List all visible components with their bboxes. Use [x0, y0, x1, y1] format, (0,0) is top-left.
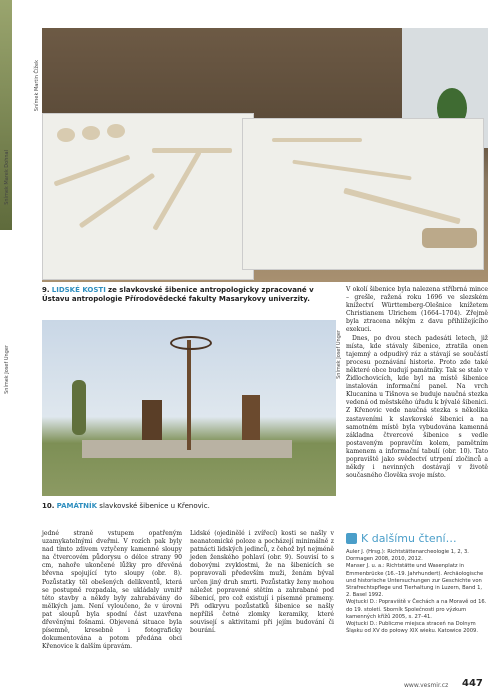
- bone: [152, 148, 232, 153]
- caption-photo-9: [42, 286, 322, 304]
- photo2-credit: Snímek Josef Unger: [336, 330, 342, 379]
- book-icon: [346, 533, 357, 544]
- paragraph: Dnes, po dvou stech padesáti letech, již místa, kde stávaly šibenice, ztratila onen tajemný a odpudivý ráz a stávají se součástí procesu poznávání historie. Proto zde také některé obce budují památníky. Tak se stalo v Židlochovicích, kde byl na místě šibenice instalován informační panel. Na vrch Klucanina u Tišnova se buduje naučná stezka vedená od městského úřadu k bývalé šibenici. Z Křenovic vede naučná stezka s několika zastaveními k slavkovské šibenici a na samotném místě byla vybudována kamenná základna čtvercové šibenice s vedle postaveným popravčím kolem, pamětním kamenem a informační tabulí (obr. 10). Tato popraviště jako svědectví utrpení zločinců a někdy i nevinných dostávají v životě současného člověka svoje místo.: [346, 334, 489, 480]
- caption-text: ze slavkovské šibenice antropologicky zpracované v Ústavu antropologie Přírodovědecké fakulty Masarykovy univerzity.: [42, 286, 314, 303]
- photo-human-bones: [42, 28, 488, 282]
- caption-highlight: LIDSKÉ KOSTI: [51, 286, 106, 294]
- breaking-wheel: [170, 336, 212, 350]
- page-number: 447: [462, 678, 483, 689]
- caption-highlight: PAMÁTNÍK: [56, 502, 98, 510]
- reference-item: Manser J. u. a.: Richtstätte und Wasenplatz in Emmenbrücke (16.–19. Jahrhundert). Archäologische und historische Untersuchungen zur Geschichte von Strafrechtspflege und Tierhaltung in Luzern, Band 1, 2. Basel 1992.: [346, 563, 484, 599]
- right-column-text: [346, 286, 488, 480]
- skull: [82, 126, 100, 140]
- paragraph: Lidské (ojedinělé i zvířecí) kosti se našly v neanatomické poloze a pocházejí minimálně z patnácti lidských jedinců, z čehož byl nejméně jeden ženského pohlaví (obr. 9). Souvisí to s dobovými zvyklostmi, že na šibenicích se popravovali především muži, ženám býval určen jiný druh smrti. Pozůstatky ženy mohou náležet popravené stětím a zahrabané pod šibenicí, pro což existují i písemné prameny. Při odkryvu pozůstatků šibenice se našly nepříliš četné zlomky keramiky, které souvisejí s aktivitami při jejím budování či bourání.: [190, 530, 334, 635]
- strip-credit-2: Snímek Josef Unger: [4, 345, 10, 394]
- paragraph: V okolí šibenice byla nalezena stříbrná mince – grešle, ražená roku 1696 ve slezském knížectví Württemberg-Olešnice knížetem Christianem Ulrichem (1664–1704). Zřejmě byla ztracena někým z davu přihlížejícího exekuci.: [346, 286, 488, 334]
- skull: [107, 124, 125, 138]
- caption-number: 9.: [42, 286, 50, 294]
- photo-memorial: [42, 320, 336, 496]
- strip-credit-1: Snímek Marek Dohnal: [4, 150, 10, 205]
- caption-photo-10: [42, 502, 332, 511]
- caption-text: slavkovské šibenice u Křenovic.: [99, 502, 210, 510]
- left-column-text: [42, 530, 182, 651]
- reference-list: [346, 549, 488, 635]
- info-board: [242, 395, 260, 440]
- middle-column-text: [190, 530, 334, 635]
- paragraph: jedné straně vstupem opatřeným uzamykatelnými dveřmi. V rozích pak byly nad tímto zdivem vztyčeny kamenné sloupy na čtvercovém půdorysu o délce strany 90 cm, nahoře ukončené lůžky pro dřevěná břevna spojující tyto sloupy (obr. 8). Pozůstatky těl obešených delikventů, která se postupně rozpadala, se ukládaly uvnitř této stavby a někdy byly zahrabávány do mělkých jam. Není vyloučeno, že v úrovni pat sloupů byla spodní část uzavřena dřevěnými fošnami. Objevená situace byla písemně, kresebně i fotograficky dokumentována a potom předána obci Křenovice k dalším úpravám.: [42, 530, 182, 651]
- wheel-pole: [187, 340, 191, 450]
- door: [142, 400, 162, 440]
- tree: [72, 380, 86, 435]
- further-reading-box: [346, 532, 488, 635]
- skull: [57, 128, 75, 142]
- further-reading-title: K dalšímu čtení…: [361, 532, 457, 545]
- website-url[interactable]: www.vesmir.cz: [404, 682, 449, 689]
- reference-item: Wojtucki D.: Popraviště v Čechách a na Moravě od 16. do 19. století. Sborník Společnosti pro výzkum kamenných křížů 2005, s. 27–41.: [346, 599, 487, 620]
- reference-item: Auler J. (Hrsg.): Richtstättenarcheologie 1, 2, 3. Dormagen 2008, 2010, 2012.: [346, 549, 469, 563]
- bone: [272, 138, 362, 142]
- photo1-credit: Snímek Martin Čížek: [34, 60, 40, 112]
- bone-pile: [422, 228, 477, 248]
- reference-item: Wojtucki D.: Publiczne miejsca straceń na Dolnym Śląsku od XV do połowy XIX wieku. Katowice 2009.: [346, 621, 478, 635]
- caption-number: 10.: [42, 502, 55, 510]
